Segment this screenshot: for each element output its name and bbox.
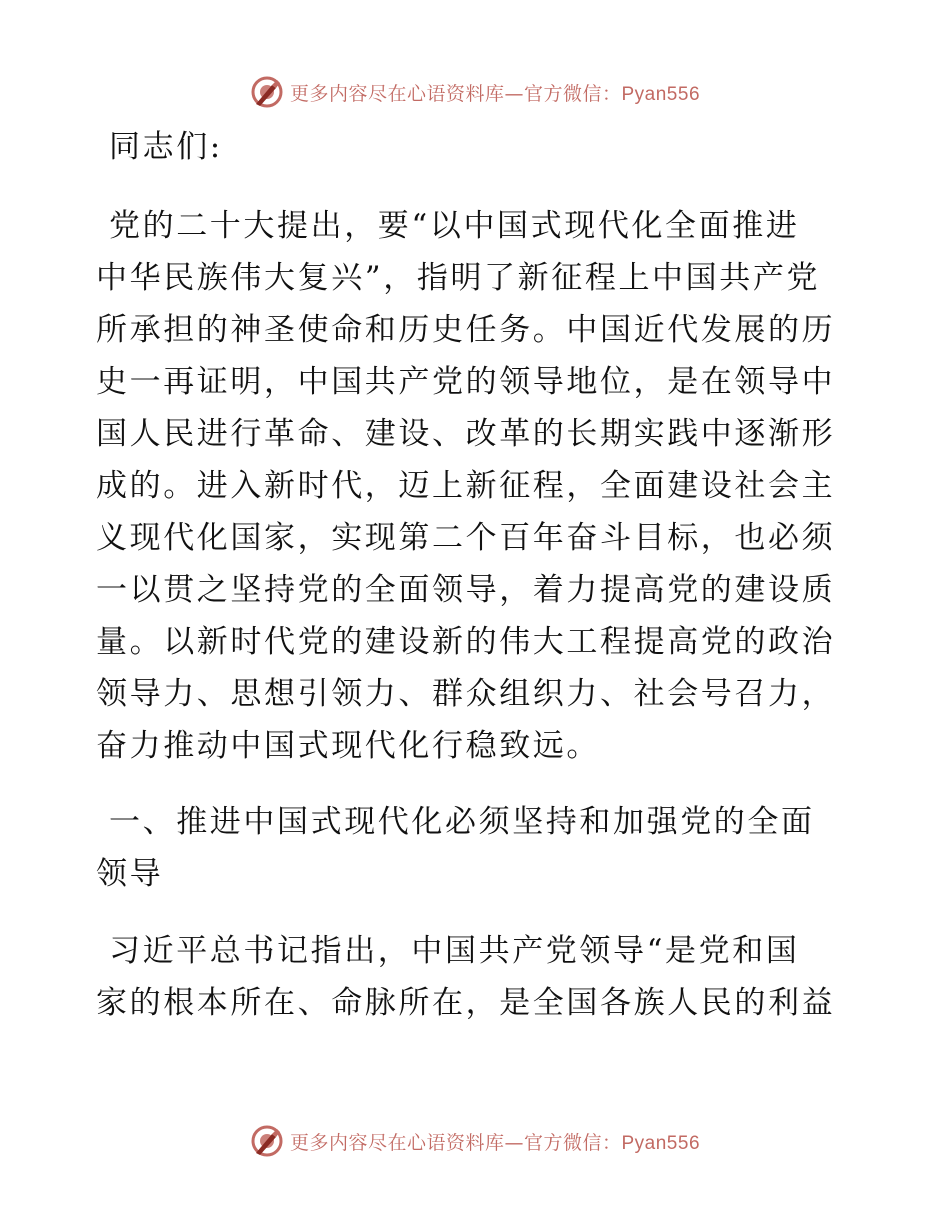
pen-circle-logo-icon [250, 75, 284, 109]
paragraph-line: 史一再证明，中国共产党的领导地位，是在领导中 [96, 364, 836, 400]
paragraph-line: 习近平总书记指出，中国共产党领导“是党和国 [109, 933, 800, 969]
heading-line: 一、推进中国式现代化必须坚持和加强党的全面 [109, 804, 815, 840]
paragraph-line: 领导力、思想引领力、群众组织力、社会号召力， [96, 676, 836, 712]
paragraph-line: 党的二十大提出，要“以中国式现代化全面推进 [109, 208, 800, 244]
pen-circle-logo-icon [250, 1124, 284, 1158]
paragraph-line: 义现代化国家，实现第二个百年奋斗目标，也必须 [96, 520, 836, 556]
paragraph-line: 国人民进行革命、建设、改革的长期实践中逐渐形 [96, 416, 836, 452]
paragraph-line: 量。以新时代党的建设新的伟大工程提高党的政治 [96, 624, 836, 660]
paragraph-line: 家的根本所在、命脉所在，是全国各族人民的利益 [96, 985, 836, 1021]
paragraph-line: 成的。进入新时代，迈上新征程，全面建设社会主 [96, 468, 836, 504]
watermark-header [0, 72, 950, 112]
heading-line: 领导 [96, 856, 164, 892]
paragraph-2 [96, 925, 856, 1029]
paragraph-1 [96, 200, 856, 772]
paragraph-line: 一以贯之坚持党的全面领导，着力提高党的建设质 [96, 572, 836, 608]
paragraph-line: 所承担的神圣使命和历史任务。中国近代发展的历 [96, 312, 836, 348]
paragraph-line: 奋力推动中国式现代化行稳致远。 [96, 728, 600, 764]
section-heading-1 [96, 796, 856, 900]
paragraph-line: 中华民族伟大复兴”，指明了新征程上中国共产党 [96, 260, 821, 296]
watermark-text: 更多内容尽在心语资料库—官方微信：Pyan556 [289, 1131, 701, 1154]
salutation: 同志们: [109, 129, 223, 165]
watermark-text: 更多内容尽在心语资料库—官方微信：Pyan556 [289, 82, 701, 105]
document-body [96, 121, 856, 1029]
watermark-footer [0, 1121, 950, 1161]
